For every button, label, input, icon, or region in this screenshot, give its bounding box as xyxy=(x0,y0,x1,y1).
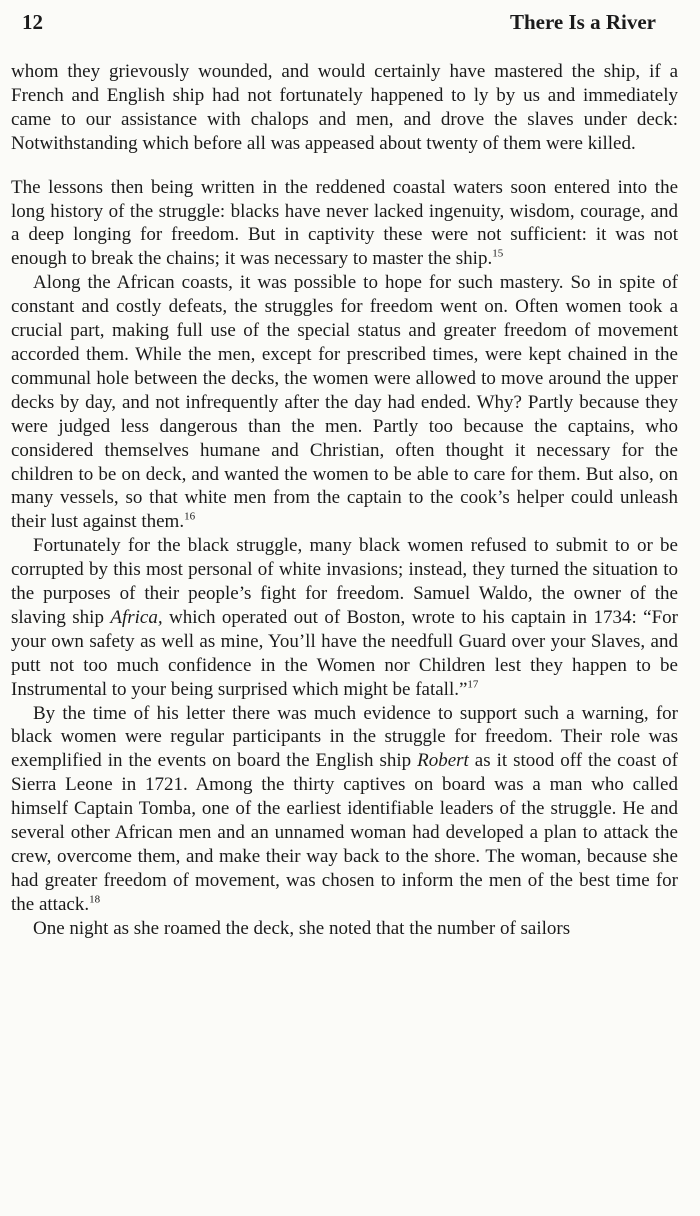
extract-text: whom they grievously wounded, and would certainly have mastered the ship, if a French and English ship had not fortunately happened to ly by us and immediately came to our assistance with chalops and men, and drove the slaves under deck: Notwithstanding which before all was appeased about twenty of them were killed. xyxy=(11,61,678,154)
paragraph-1 xyxy=(11,176,678,272)
paragraph-3-text-end: which operated out of Boston, wrote to his captain in 1734: “For your own safety as well as mine, You’ll have the needfull Guard over your Slaves, and putt not too much confidence in the Women nor Children lest they happen to be Instrumental to your being surprised which might be fatall.” xyxy=(11,606,678,700)
footnote-ref-18: 18 xyxy=(89,893,101,906)
page-number: 12 xyxy=(22,10,43,34)
footnote-ref-16: 16 xyxy=(184,510,196,523)
paragraph-4-text-end: as it stood off the coast of Sierra Leone in 1721. Among the thirty captives on board was a man who called himself Captain Tomba, one of the earliest identifiable leaders of the struggle. He and several other African men and an unnamed woman had developed a plan to attack the crew, overcome them, and make their way back to the shore. The woman, because she had greater freedom of movement, was chosen to inform the men of the best time for the attack. xyxy=(11,750,678,915)
ship-name-robert: Robert xyxy=(417,750,469,772)
ship-name-africa: Africa, xyxy=(110,606,163,628)
paragraph-2-text: Along the African coasts, it was possible to hope for such mastery. So in spite of constant and costly defeats, the struggles for freedom went on. Often women took a crucial part, making full use of the special status and greater freedom of movement accorded them. While the men, except for prescribed times, were kept chained in the communal hole between the decks, the women were allowed to move around the upper decks by day, and not infrequently after the day had ended. Why? Partly because they were judged less dangerous than the men. Partly too because the captains, who considered themselves humane and Christian, often thought it necessary for the children to be on deck, and wanted the women to be able to care for them. But also, on many vessels, so that white men from the captain to the cook’s helper could unleash their lust against them. xyxy=(11,272,678,533)
footnote-ref-15: 15 xyxy=(492,248,504,261)
page-body xyxy=(11,60,678,941)
paragraph-4 xyxy=(11,702,678,917)
paragraph-4-text-start: By the time of his letter there was much evidence to support such a warning, for black women were regular participants in the struggle for freedom. Their role was exemplified in the events on board the English ship xyxy=(11,702,678,772)
paragraph-5 xyxy=(11,917,678,941)
paragraph-3-text-start: Fortunately for the black struggle, many black women refused to submit to or be corrupted by this most personal of white invasions; instead, they turned the situation to the purposes of their people’s fight for freedom. Samuel Waldo, the owner of the slaving ship xyxy=(11,535,678,628)
running-head: There Is a River xyxy=(509,10,656,34)
paragraph-5-text: One night as she roamed the deck, she noted that the number of sailors xyxy=(33,917,571,939)
paragraph-2 xyxy=(11,271,678,534)
footnote-ref-17: 17 xyxy=(467,678,479,691)
page-header xyxy=(11,0,678,40)
paragraph-3 xyxy=(11,534,678,701)
quoted-extract xyxy=(11,60,678,156)
paragraph-1-text: The lessons then being written in the reddened coastal waters soon entered into the long history of the struggle: blacks have never lacked ingenuity, wisdom, courage, and a deep longing for freedom. But in captivity these were not sufficient: it was not enough to break the chains; it was necessary to master the ship. xyxy=(11,176,678,270)
